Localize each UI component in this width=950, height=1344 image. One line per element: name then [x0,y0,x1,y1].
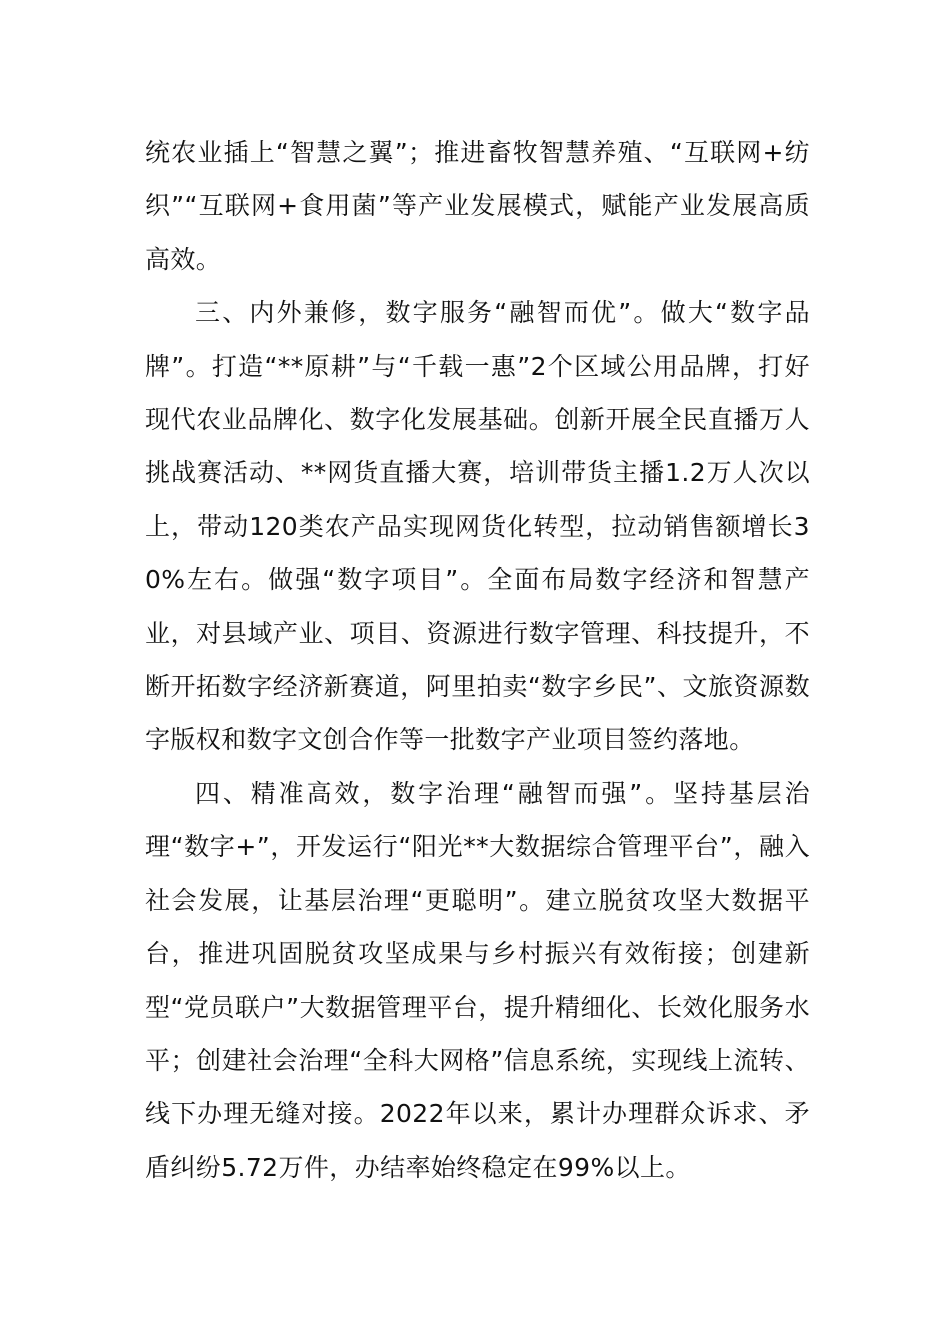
paragraph-section-three: 三、内外兼修，数字服务“融智而优”。做大“数字品牌”。打造“**原耕”与“千载一惠”2个区域公用品牌，打好现代农业品牌化、数字化发展基础。创新开展全民直播万人挑战赛活动、**网货直播大赛，培训带货主播1.2万人次以上，带动120类农产品实现网货化转型，拉动销售额增长30%左右。做强“数字项目”。全面布局数字经济和智慧产业，对县域产业、项目、资源进行数字管理、科技提升，不断开拓数字经济新赛道，阿里拍卖“数字乡民”、文旅资源数字版权和数字文创合作等一批数字产业项目签约落地。 [145,298,810,755]
paragraph-continuation: 统农业插上“智慧之翼”；推进畜牧智慧养殖、“互联网+纺织”“互联网+食用菌”等产业发展模式，赋能产业发展高质高效。 [145,138,810,274]
paragraph-section-four: 四、精准高效，数字治理“融智而强”。坚持基层治理“数字+”，开发运行“阳光**大数据综合管理平台”，融入社会发展，让基层治理“更聪明”。建立脱贫攻坚大数据平台，推进巩固脱贫攻坚成果与乡村振兴有效衔接；创建新型“党员联户”大数据管理平台，提升精细化、长效化服务水平；创建社会治理“全科大网格”信息系统，实现线上流转、线下办理无缝对接。2022年以来，累计办理群众诉求、矛盾纠纷5.72万件，办结率始终稳定在99%以上。 [145,778,810,1182]
document-body [145,126,810,1194]
